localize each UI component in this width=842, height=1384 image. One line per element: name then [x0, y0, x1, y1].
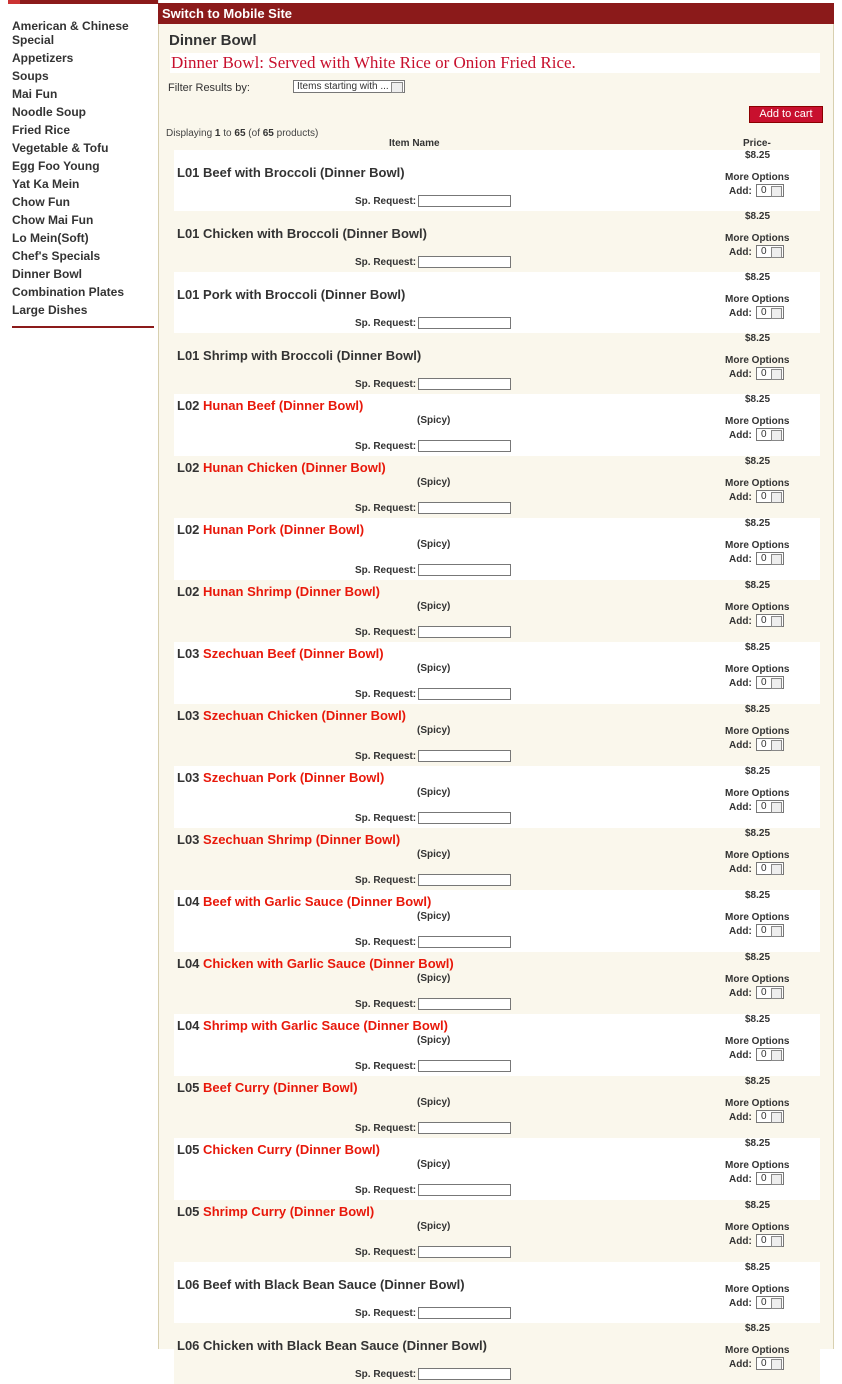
add-label: Add:	[729, 1236, 752, 1247]
product-code: L02	[177, 460, 200, 475]
more-options-link[interactable]: More Options	[725, 416, 790, 427]
special-request-input[interactable]	[418, 1368, 511, 1380]
add-label: Add:	[729, 554, 752, 565]
displaying-of: (of	[248, 128, 260, 139]
spicy-label: (Spicy)	[417, 849, 451, 860]
product-row	[174, 150, 820, 211]
product-price: $8.25	[745, 828, 771, 839]
displaying-from: 1	[214, 128, 221, 139]
special-request-input[interactable]	[418, 812, 511, 824]
product-row	[174, 1262, 820, 1323]
product-name-link[interactable]: Chicken with Black Bean Sauce (Dinner Bowl)	[203, 1338, 487, 1353]
product-code: L05	[177, 1142, 200, 1157]
add-label: Add:	[729, 369, 752, 380]
filter-label: Filter Results by:	[168, 82, 250, 94]
quantity-select[interactable]: 0	[756, 862, 784, 875]
quantity-select[interactable]: 0	[756, 306, 784, 319]
sidebar-item[interactable]: Chow Mai Fun	[12, 213, 94, 227]
sidebar-item[interactable]: American & Chinese Special	[12, 19, 129, 47]
product-row	[174, 518, 820, 580]
special-request-label: Sp. Request:	[355, 813, 417, 824]
add-label: Add:	[729, 1050, 752, 1061]
product-code: L03	[177, 646, 200, 661]
product-title	[177, 1018, 448, 1033]
product-row	[174, 704, 820, 766]
product-row	[174, 272, 820, 333]
product-name-link[interactable]: Chicken with Broccoli (Dinner Bowl)	[203, 226, 427, 241]
special-request-label: Sp. Request:	[355, 318, 417, 329]
quantity-select[interactable]: 0	[756, 1357, 784, 1370]
product-row	[174, 1014, 820, 1076]
sidebar-item[interactable]: Appetizers	[12, 51, 74, 65]
special-request-label: Sp. Request:	[355, 627, 417, 638]
special-request-label: Sp. Request:	[355, 751, 417, 762]
product-price: $8.25	[745, 333, 771, 344]
product-code: L02	[177, 398, 200, 413]
product-title	[177, 956, 454, 971]
add-label: Add:	[729, 1174, 752, 1185]
filter-select[interactable]: Items starting with ...	[293, 80, 405, 93]
product-name-link[interactable]: Hunan Pork (Dinner Bowl)	[203, 522, 365, 537]
product-name-link[interactable]: Beef with Broccoli (Dinner Bowl)	[203, 165, 405, 180]
product-name-link[interactable]: Shrimp with Garlic Sauce (Dinner Bowl)	[203, 1018, 448, 1033]
special-request-label: Sp. Request:	[355, 257, 417, 268]
product-title	[177, 398, 363, 413]
special-request-label: Sp. Request:	[355, 999, 417, 1010]
add-label: Add:	[729, 1359, 752, 1370]
special-request-input[interactable]	[418, 1122, 511, 1134]
product-price: $8.25	[745, 1014, 771, 1025]
product-title	[177, 165, 405, 180]
product-title	[177, 522, 364, 537]
sidebar-item[interactable]: Chef's Specials	[12, 249, 101, 263]
product-code: L01	[177, 226, 200, 241]
more-options-link[interactable]: More Options	[725, 1284, 790, 1295]
special-request-label: Sp. Request:	[355, 1123, 417, 1134]
product-price: $8.25	[745, 211, 771, 222]
quantity-select[interactable]: 0	[756, 1296, 784, 1309]
sidebar-item[interactable]: Combination Plates	[12, 285, 125, 299]
special-request-label: Sp. Request:	[355, 689, 417, 700]
special-request-label: Sp. Request:	[355, 1247, 417, 1258]
product-price: $8.25	[745, 1323, 771, 1334]
product-price: $8.25	[745, 580, 771, 591]
add-label: Add:	[729, 186, 752, 197]
special-request-label: Sp. Request:	[355, 937, 417, 948]
product-price: $8.25	[745, 518, 771, 529]
product-row	[174, 456, 820, 518]
category-description: Dinner Bowl: Served with White Rice or Onion Fried Rice.	[171, 53, 576, 72]
spicy-label: (Spicy)	[417, 1221, 451, 1232]
product-row	[174, 766, 820, 828]
product-code: L01	[177, 165, 200, 180]
left-sidebar	[0, 0, 159, 1349]
more-options-link[interactable]: More Options	[725, 540, 790, 551]
special-request-input[interactable]	[418, 1184, 511, 1196]
quantity-select[interactable]: 0	[756, 428, 784, 441]
quantity-select[interactable]: 0	[756, 1110, 784, 1123]
product-row	[174, 1138, 820, 1200]
add-to-cart-button[interactable]: Add to cart	[749, 106, 823, 123]
product-title	[177, 460, 386, 475]
more-options-link[interactable]: More Options	[725, 602, 790, 613]
product-name-link[interactable]: Chicken with Garlic Sauce (Dinner Bowl)	[203, 956, 454, 971]
product-price: $8.25	[745, 1262, 771, 1273]
special-request-input[interactable]	[418, 688, 511, 700]
product-name-link[interactable]: Shrimp Curry (Dinner Bowl)	[203, 1204, 375, 1219]
sidebar-item[interactable]: Chow Fun	[12, 195, 70, 209]
sidebar-item[interactable]: Soups	[12, 69, 49, 83]
category-header	[170, 53, 820, 73]
product-row	[174, 828, 820, 890]
special-request-label: Sp. Request:	[355, 875, 417, 886]
product-title	[177, 770, 384, 785]
add-label: Add:	[729, 802, 752, 813]
product-code: L01	[177, 287, 200, 302]
quantity-select[interactable]: 0	[756, 1048, 784, 1061]
product-row	[174, 1200, 820, 1262]
product-title	[177, 894, 431, 909]
quantity-select[interactable]: 0	[756, 552, 784, 565]
more-options-link[interactable]: More Options	[725, 850, 790, 861]
product-title	[177, 1080, 358, 1095]
product-code: L03	[177, 770, 200, 785]
top-bar	[158, 3, 834, 24]
category-nav	[12, 19, 154, 321]
product-title	[177, 584, 380, 599]
add-label: Add:	[729, 678, 752, 689]
spicy-label: (Spicy)	[417, 477, 451, 488]
column-header-price: Price-	[743, 138, 771, 149]
special-request-input[interactable]	[418, 378, 511, 390]
page-title: Dinner Bowl	[169, 32, 257, 49]
quantity-select[interactable]: 0	[756, 614, 784, 627]
quantity-select[interactable]: 0	[756, 184, 784, 197]
spicy-label: (Spicy)	[417, 539, 451, 550]
result-count	[166, 128, 318, 139]
more-options-link[interactable]: More Options	[725, 664, 790, 675]
quantity-select[interactable]: 0	[756, 676, 784, 689]
product-name-link[interactable]: Szechuan Pork (Dinner Bowl)	[203, 770, 385, 785]
special-request-input[interactable]	[418, 1246, 511, 1258]
special-request-input[interactable]	[418, 256, 511, 268]
sidebar-item[interactable]: Egg Foo Young	[12, 159, 100, 173]
product-code: L05	[177, 1080, 200, 1095]
column-header-item-name: Item Name	[389, 138, 440, 149]
product-title	[177, 287, 405, 302]
product-name-link[interactable]: Chicken Curry (Dinner Bowl)	[203, 1142, 380, 1157]
quantity-select[interactable]: 0	[756, 800, 784, 813]
special-request-label: Sp. Request:	[355, 441, 417, 452]
product-row	[174, 394, 820, 456]
product-name-link[interactable]: Hunan Shrimp (Dinner Bowl)	[203, 584, 380, 599]
sidebar-item[interactable]: Mai Fun	[12, 87, 58, 101]
special-request-label: Sp. Request:	[355, 1369, 417, 1380]
product-code: L06	[177, 1277, 200, 1292]
product-title	[177, 1338, 487, 1353]
special-request-input[interactable]	[418, 440, 511, 452]
product-row	[174, 890, 820, 952]
special-request-input[interactable]	[418, 750, 511, 762]
product-price: $8.25	[745, 150, 771, 161]
more-options-link[interactable]: More Options	[725, 1345, 790, 1356]
product-name-link[interactable]: Pork with Broccoli (Dinner Bowl)	[203, 287, 406, 302]
special-request-input[interactable]	[418, 626, 511, 638]
product-price: $8.25	[745, 1138, 771, 1149]
special-request-label: Sp. Request:	[355, 379, 417, 390]
product-title	[177, 348, 421, 363]
product-title	[177, 708, 406, 723]
product-name-link[interactable]: Szechuan Chicken (Dinner Bowl)	[203, 708, 407, 723]
displaying-to-word: to	[223, 128, 232, 139]
product-code: L03	[177, 708, 200, 723]
product-code: L03	[177, 832, 200, 847]
add-label: Add:	[729, 926, 752, 937]
product-price: $8.25	[745, 952, 771, 963]
quantity-select[interactable]: 0	[756, 1172, 784, 1185]
product-row	[174, 333, 820, 394]
product-price: $8.25	[745, 766, 771, 777]
product-code: L02	[177, 584, 200, 599]
spicy-label: (Spicy)	[417, 415, 451, 426]
spicy-label: (Spicy)	[417, 1159, 451, 1170]
product-name-link[interactable]: Beef Curry (Dinner Bowl)	[203, 1080, 358, 1095]
product-price: $8.25	[745, 1200, 771, 1211]
special-request-input[interactable]	[418, 1307, 511, 1319]
product-price: $8.25	[745, 1076, 771, 1087]
spicy-label: (Spicy)	[417, 663, 451, 674]
product-code: L04	[177, 956, 200, 971]
product-price: $8.25	[745, 890, 771, 901]
product-code: L02	[177, 522, 200, 537]
product-title	[177, 1204, 374, 1219]
special-request-input[interactable]	[418, 1060, 511, 1072]
more-options-link[interactable]: More Options	[725, 974, 790, 985]
special-request-input[interactable]	[418, 564, 511, 576]
sidebar-item[interactable]: Noodle Soup	[12, 105, 86, 119]
spicy-label: (Spicy)	[417, 725, 451, 736]
more-options-link[interactable]: More Options	[725, 355, 790, 366]
quantity-select[interactable]: 0	[756, 986, 784, 999]
displaying-to: 65	[234, 128, 246, 139]
spicy-label: (Spicy)	[417, 1035, 451, 1046]
add-label: Add:	[729, 988, 752, 999]
special-request-input[interactable]	[418, 195, 511, 207]
more-options-link[interactable]: More Options	[725, 788, 790, 799]
product-price: $8.25	[745, 704, 771, 715]
quantity-select[interactable]: 0	[756, 924, 784, 937]
spicy-label: (Spicy)	[417, 1097, 451, 1108]
switch-mobile-link[interactable]: Switch to Mobile Site	[162, 6, 293, 21]
product-name-link[interactable]: Hunan Beef (Dinner Bowl)	[203, 398, 364, 413]
product-code: L06	[177, 1338, 200, 1353]
product-row	[174, 952, 820, 1014]
product-list	[174, 150, 820, 1384]
add-label: Add:	[729, 1298, 752, 1309]
product-title	[177, 226, 427, 241]
displaying-suffix: products)	[276, 128, 319, 139]
displaying-total: 65	[262, 128, 274, 139]
product-code: L05	[177, 1204, 200, 1219]
product-code: L04	[177, 1018, 200, 1033]
add-label: Add:	[729, 740, 752, 751]
sidebar-item[interactable]: Fried Rice	[12, 123, 71, 137]
special-request-label: Sp. Request:	[355, 1308, 417, 1319]
product-price: $8.25	[745, 272, 771, 283]
spicy-label: (Spicy)	[417, 601, 451, 612]
more-options-link[interactable]: More Options	[725, 1222, 790, 1233]
more-options-link[interactable]: More Options	[725, 1098, 790, 1109]
add-label: Add:	[729, 616, 752, 627]
special-request-label: Sp. Request:	[355, 565, 417, 576]
more-options-link[interactable]: More Options	[725, 726, 790, 737]
product-name-link[interactable]: Shrimp with Broccoli (Dinner Bowl)	[203, 348, 422, 363]
add-label: Add:	[729, 864, 752, 875]
product-code: L04	[177, 894, 200, 909]
product-price: $8.25	[745, 394, 771, 405]
quantity-select[interactable]: 0	[756, 738, 784, 751]
quantity-select[interactable]: 0	[756, 1234, 784, 1247]
product-price: $8.25	[745, 456, 771, 467]
quantity-select[interactable]: 0	[756, 245, 784, 258]
main-content	[158, 24, 834, 1380]
special-request-input[interactable]	[418, 936, 511, 948]
sidebar-item[interactable]: Yat Ka Mein	[12, 177, 80, 191]
special-request-label: Sp. Request:	[355, 196, 417, 207]
add-label: Add:	[729, 430, 752, 441]
product-row	[174, 580, 820, 642]
spicy-label: (Spicy)	[417, 911, 451, 922]
special-request-input[interactable]	[418, 317, 511, 329]
product-name-link[interactable]: Szechuan Shrimp (Dinner Bowl)	[203, 832, 401, 847]
sidebar-divider	[12, 326, 154, 328]
product-row	[174, 1076, 820, 1138]
add-label: Add:	[729, 247, 752, 258]
product-row	[174, 211, 820, 272]
more-options-link[interactable]: More Options	[725, 294, 790, 305]
sidebar-top-bar	[8, 0, 158, 4]
more-options-link[interactable]: More Options	[725, 478, 790, 489]
product-row	[174, 1323, 820, 1384]
add-label: Add:	[729, 492, 752, 503]
special-request-label: Sp. Request:	[355, 503, 417, 514]
product-name-link[interactable]: Beef with Black Bean Sauce (Dinner Bowl)	[203, 1277, 465, 1292]
product-price: $8.25	[745, 642, 771, 653]
sidebar-item[interactable]: Dinner Bowl	[12, 267, 83, 281]
product-name-link[interactable]: Hunan Chicken (Dinner Bowl)	[203, 460, 386, 475]
add-label: Add:	[729, 308, 752, 319]
special-request-label: Sp. Request:	[355, 1061, 417, 1072]
quantity-select[interactable]: 0	[756, 367, 784, 380]
more-options-link[interactable]: More Options	[725, 172, 790, 183]
special-request-input[interactable]	[418, 998, 511, 1010]
quantity-select[interactable]: 0	[756, 490, 784, 503]
sidebar-item[interactable]: Large Dishes	[12, 303, 88, 317]
more-options-link[interactable]: More Options	[725, 1160, 790, 1171]
product-code: L01	[177, 348, 200, 363]
product-row	[174, 642, 820, 704]
product-title	[177, 646, 384, 661]
sidebar-item[interactable]: Lo Mein(Soft)	[12, 231, 89, 245]
product-title	[177, 832, 400, 847]
more-options-link[interactable]: More Options	[725, 1036, 790, 1047]
special-request-label: Sp. Request:	[355, 1185, 417, 1196]
more-options-link[interactable]: More Options	[725, 912, 790, 923]
add-label: Add:	[729, 1112, 752, 1123]
product-title	[177, 1142, 380, 1157]
special-request-input[interactable]	[418, 502, 511, 514]
product-name-link[interactable]: Beef with Garlic Sauce (Dinner Bowl)	[203, 894, 432, 909]
product-title	[177, 1277, 465, 1292]
special-request-input[interactable]	[418, 874, 511, 886]
more-options-link[interactable]: More Options	[725, 233, 790, 244]
product-name-link[interactable]: Szechuan Beef (Dinner Bowl)	[203, 646, 384, 661]
sidebar-item[interactable]: Vegetable & Tofu	[12, 141, 109, 155]
spicy-label: (Spicy)	[417, 787, 451, 798]
displaying-prefix: Displaying	[166, 128, 213, 139]
spicy-label: (Spicy)	[417, 973, 451, 984]
